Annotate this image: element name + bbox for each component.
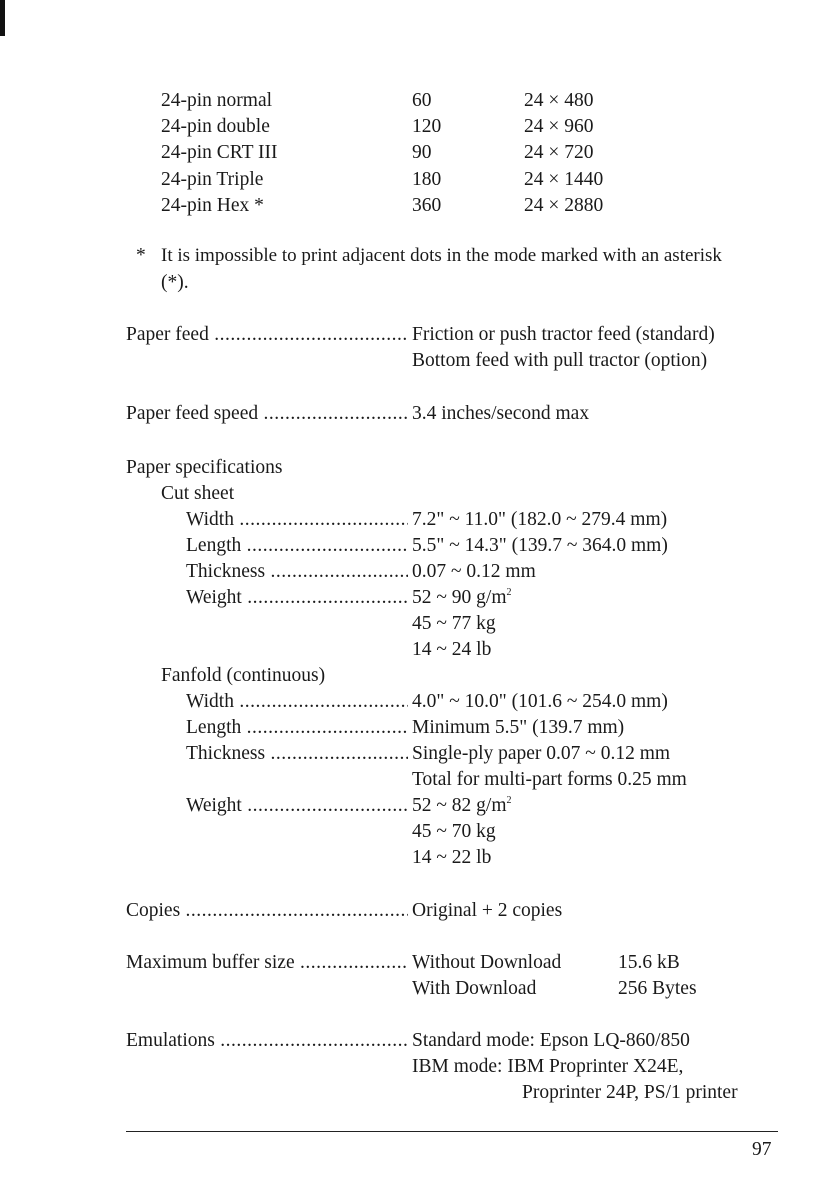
- mode-dots: 24 × 1440: [524, 169, 604, 190]
- copies-value: Original + 2 copies: [412, 900, 563, 921]
- fanfold-width-label: Width .....: [186, 689, 408, 715]
- mode-density: 180: [412, 169, 442, 190]
- fanfold-weight-kg: 45 ~ 70 kg: [412, 821, 496, 842]
- weight-superscript: 2: [506, 795, 512, 806]
- buffer-size: 15.6 kB: [618, 952, 680, 973]
- mode-name: 24-pin normal: [161, 90, 273, 111]
- cut-sheet-weight-value: [412, 585, 512, 611]
- weight-value-main: 52 ~ 82 g/m: [412, 795, 507, 816]
- mode-dots: 24 × 2880: [524, 195, 604, 216]
- fanfold-weight-value: [412, 793, 512, 819]
- cut-sheet-weight-kg: 45 ~ 77 kg: [412, 613, 496, 634]
- weight-superscript: 2: [506, 587, 512, 598]
- fanfold-width-value: 4.0" ~ 10.0" (101.6 ~ 254.0 mm): [412, 691, 668, 712]
- paper-specs-heading: Paper specifications: [126, 457, 283, 478]
- emulations-value: Standard mode: Epson LQ-860/850: [412, 1030, 690, 1051]
- mode-name: 24-pin double: [161, 116, 270, 137]
- mode-name: 24-pin CRT III: [161, 142, 278, 163]
- fanfold-length-value: Minimum 5.5" (139.7 mm): [412, 717, 625, 738]
- cut-sheet-width-value: 7.2" ~ 11.0" (182.0 ~ 279.4 mm): [412, 509, 668, 530]
- cut-sheet-length-label: Length .....: [186, 533, 408, 559]
- emulations-value: Proprinter 24P, PS/1 printer: [522, 1082, 738, 1103]
- note-text: It is impossible to print adjacent dots in the mode marked with an asterisk: [161, 245, 722, 266]
- fanfold-thickness-label: Thickness .....: [186, 741, 408, 767]
- cut-sheet-thickness-value: 0.07 ~ 0.12 mm: [412, 561, 536, 582]
- buffer-label: Maximum buffer size .....: [126, 950, 408, 976]
- weight-value-main: 52 ~ 90 g/m: [412, 587, 507, 608]
- fanfold-weight-lb: 14 ~ 22 lb: [412, 847, 492, 868]
- mode-name: 24-pin Hex *: [161, 195, 264, 216]
- fanfold-heading: Fanfold (continuous): [161, 665, 326, 686]
- paper-feed-value: Friction or push tractor feed (standard): [412, 324, 715, 345]
- paper-feed-speed-value: 3.4 inches/second max: [412, 403, 590, 424]
- fanfold-thickness-value: Single-ply paper 0.07 ~ 0.12 mm: [412, 743, 671, 764]
- emulations-value: IBM mode: IBM Proprinter X24E,: [412, 1056, 684, 1077]
- note-marker: *: [136, 245, 146, 266]
- emulations-label: Emulations .....: [126, 1028, 408, 1054]
- buffer-condition: With Download: [412, 978, 537, 999]
- mode-density: 60: [412, 90, 432, 111]
- mode-density: 120: [412, 116, 442, 137]
- mode-density: 90: [412, 142, 432, 163]
- cut-sheet-width-label: Width .....: [186, 507, 408, 533]
- note-text-continued: (*).: [161, 272, 189, 293]
- mode-density: 360: [412, 195, 442, 216]
- mode-name: 24-pin Triple: [161, 169, 264, 190]
- mode-dots: 24 × 480: [524, 90, 594, 111]
- copies-label: Copies .....: [126, 898, 408, 924]
- fanfold-weight-label: Weight .....: [186, 793, 408, 819]
- buffer-condition: Without Download: [412, 952, 562, 973]
- fanfold-length-label: Length .....: [186, 715, 408, 741]
- fanfold-thickness-value-multipart: Total for multi-part forms 0.25 mm: [412, 769, 687, 790]
- paper-feed-label: Paper feed .....: [126, 322, 408, 348]
- mode-dots: 24 × 720: [524, 142, 594, 163]
- cut-sheet-thickness-label: Thickness .....: [186, 559, 408, 585]
- cut-sheet-length-value: 5.5" ~ 14.3" (139.7 ~ 364.0 mm): [412, 535, 668, 556]
- cut-sheet-heading: Cut sheet: [161, 483, 235, 504]
- page-edge-mark: [0, 0, 5, 36]
- paper-feed-value: Bottom feed with pull tractor (option): [412, 350, 708, 371]
- cut-sheet-weight-label: Weight .....: [186, 585, 408, 611]
- footer-rule: [126, 1131, 778, 1132]
- paper-feed-speed-label: Paper feed speed .....: [126, 401, 408, 427]
- mode-dots: 24 × 960: [524, 116, 594, 137]
- buffer-size: 256 Bytes: [618, 978, 697, 999]
- cut-sheet-weight-lb: 14 ~ 24 lb: [412, 639, 492, 660]
- page-number: 97: [752, 1139, 772, 1160]
